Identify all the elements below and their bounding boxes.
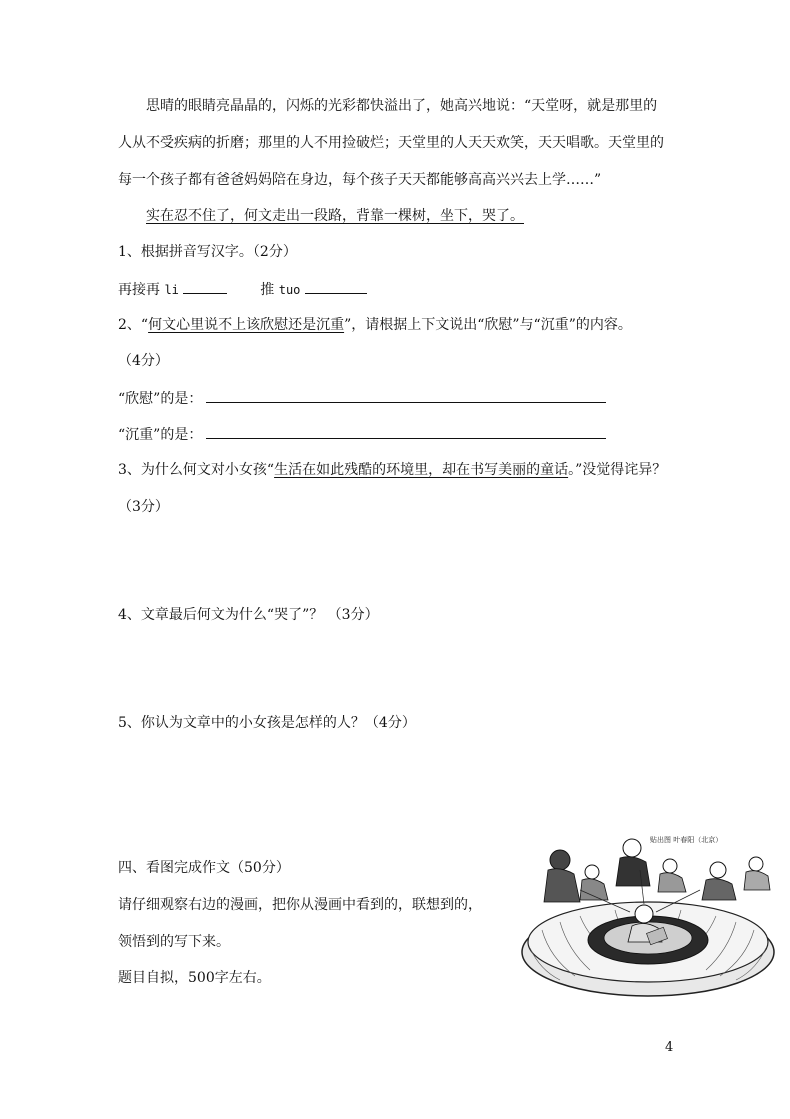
q1-item1-blank[interactable] — [183, 279, 227, 294]
q2-label-1: “欣慰”的是： — [118, 391, 203, 407]
q1-item1-prefix: 再接再 — [118, 282, 160, 298]
question-2-score: （4分） — [118, 353, 169, 369]
q1-item1-pinyin: li — [164, 283, 179, 297]
q1-item2-pinyin: tuo — [278, 283, 301, 297]
passage-line-1: 思晴的眼睛亮晶晶的，闪烁的光彩都快溢出了，她高兴地说：“天堂呀，就是那里的 — [146, 98, 658, 114]
cartoon-caption: 贴出图 叶春阳（北京） — [650, 836, 723, 844]
q2-suffix: ”，请根据上下文说出“欣慰”与“沉重”的内容。 — [344, 317, 632, 333]
question-3-score: （3分） — [118, 499, 169, 515]
section-4-line-2: 领悟到的写下来。 — [118, 934, 230, 950]
q2-prefix: 2、“ — [118, 317, 149, 333]
q2-label-2: “沉重”的是： — [118, 427, 203, 443]
cartoon-illustration — [520, 830, 786, 998]
q2-answer-blank-1[interactable] — [206, 388, 606, 403]
q2-answer-blank-2[interactable] — [206, 424, 606, 439]
question-4-title: 4、文章最后何文为什么“哭了”？ （3分） — [118, 607, 379, 623]
q2-quote: 何文心里说不上该欣慰还是沉重 — [148, 317, 345, 333]
passage-line-2: 人从不受疾病的折磨；那里的人不用捡破烂；天堂里的人天天欢笑，天天唱歌。天堂里的 — [118, 135, 664, 151]
section-4-line-1: 请仔细观察右边的漫画，把你从漫画中看到的，联想到的， — [118, 897, 482, 913]
passage-last-sentence: 实在忍不住了，何文走出一段路，背靠一棵树，坐下，哭了。 — [146, 208, 524, 224]
question-3-title — [118, 460, 666, 480]
question-1-title: 1、根据拼音写汉字。（2分） — [118, 244, 297, 260]
q3-quote: 生活在如此残酷的环境里，却在书写美丽的童话 — [274, 462, 569, 478]
q3-prefix: 3、为什么何文对小女孩“ — [118, 462, 275, 478]
q2-answer-row-2 — [118, 424, 606, 445]
page-number: 4 — [665, 1040, 674, 1055]
q1-item2-prefix: 推 — [260, 282, 275, 298]
question-2-title — [118, 315, 632, 335]
question-1-items — [118, 279, 367, 300]
section-4-line-3: 题目自拟，500字左右。 — [118, 970, 271, 986]
question-5-title: 5、你认为文章中的小女孩是怎样的人？（4分） — [118, 715, 416, 731]
passage-line-3: 每一个孩子都有爸爸妈妈陪在身边，每个孩子天天都能够高高兴兴去上学……” — [118, 172, 602, 188]
section-4-title: 四、看图完成作文（50分） — [118, 860, 290, 876]
q1-item2-blank[interactable] — [305, 279, 367, 294]
q3-suffix: 。”没觉得诧异？ — [568, 462, 667, 478]
q2-answer-row-1 — [118, 388, 606, 409]
